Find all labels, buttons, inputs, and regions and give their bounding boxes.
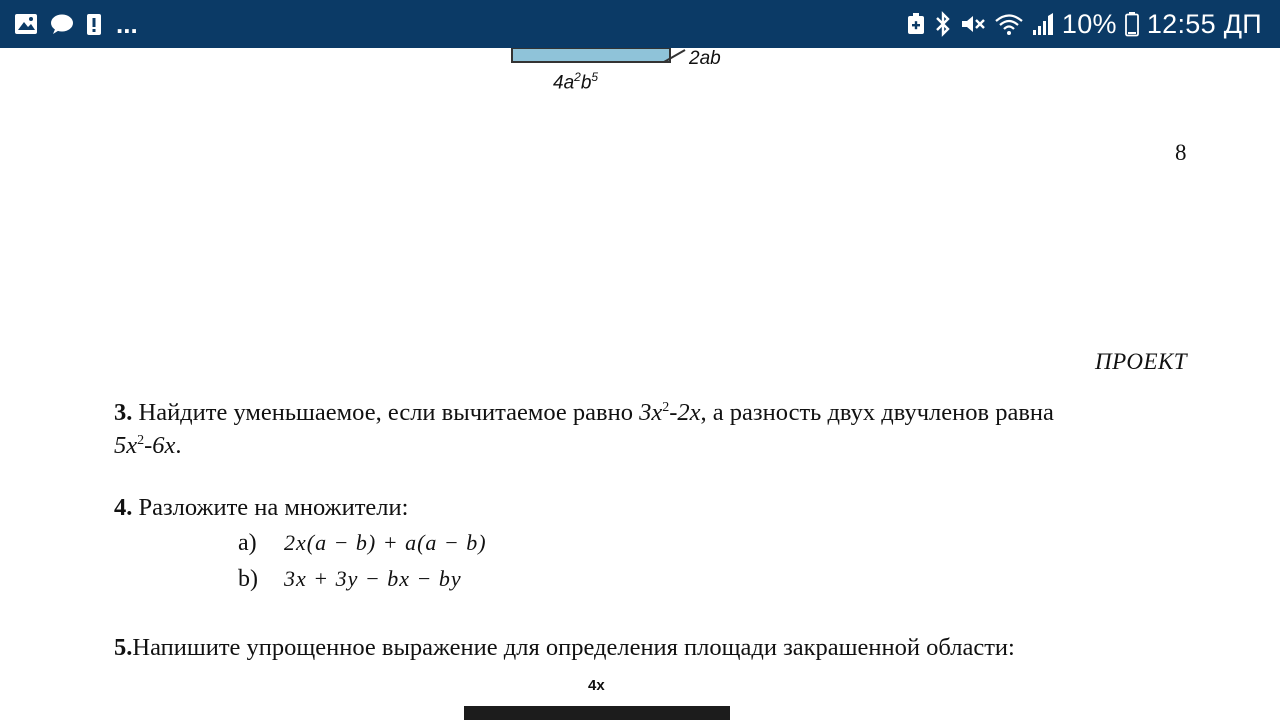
top-figure-bottom-label — [553, 70, 598, 94]
task-4-item-a-formula: 2x(a − b) + a(a − b) — [284, 530, 487, 555]
chat-icon — [50, 13, 74, 35]
bottom-label-base: 4a — [553, 72, 575, 94]
task-4-text: Разложите на множители: — [132, 494, 409, 521]
task-5-number: 5. — [114, 634, 133, 661]
battery-icon — [1125, 11, 1139, 37]
alert-icon — [86, 12, 102, 36]
bottom-figure-label: 4x — [588, 677, 605, 694]
task-4-item-b-letter: b) — [238, 566, 258, 592]
top-figure-shape — [500, 48, 700, 68]
bottom-label-exp1: 2 — [574, 70, 581, 84]
task-4-item-a-letter: a) — [238, 530, 257, 556]
task-3-expr-1-exp: 2 — [662, 400, 670, 415]
battery-percent: 10% — [1061, 9, 1117, 39]
project-stamp: ПРОЕКТ — [1095, 349, 1188, 374]
task-5-text: Напишите упрощенное выражение для определения площади закрашенной области: — [132, 634, 1015, 661]
task-3-expr-1-b: -2x — [669, 399, 701, 426]
task-3-number: 3. — [114, 399, 133, 426]
task-3 — [114, 396, 1204, 462]
wifi-icon — [994, 12, 1024, 36]
top-figure — [500, 48, 700, 73]
task-3-text-1: Найдите уменьшаемое, если вычитаемое равно — [132, 399, 640, 426]
status-bar-left — [14, 0, 138, 48]
image-icon — [14, 13, 38, 35]
bluetooth-icon — [934, 11, 952, 37]
task-3-expr-2-b: -6x — [144, 432, 176, 459]
signal-icon — [1032, 12, 1054, 36]
bottom-label-var: b — [580, 72, 592, 94]
task-4-item-b — [238, 566, 462, 593]
status-bar — [0, 0, 1280, 48]
top-figure-side-label: 2ab — [689, 48, 721, 69]
clock: 12:55 ДП — [1146, 9, 1262, 39]
task-3-expr-2-a: 5x — [114, 432, 138, 459]
task-3-expr-2-exp: 2 — [137, 433, 145, 448]
task-3-text-end: . — [175, 432, 182, 459]
task-5 — [114, 631, 1015, 664]
task-3-text-2: , а разность двух двучленов равна — [700, 399, 1054, 426]
page-number: 8 — [1175, 140, 1187, 165]
status-bar-right — [906, 0, 1262, 48]
document-view — [0, 48, 1280, 720]
mute-icon — [960, 12, 986, 36]
battery-saver-icon — [906, 12, 926, 36]
bottom-figure-shape — [464, 706, 730, 720]
task-3-expr-1-a: 3x — [639, 399, 663, 426]
bottom-label-exp2: 5 — [591, 70, 599, 84]
task-4-item-a — [238, 530, 487, 557]
task-4 — [114, 491, 408, 524]
task-4-item-b-formula: 3x + 3y − bx − by — [284, 566, 462, 591]
task-4-number: 4. — [114, 494, 133, 521]
overflow-indicator: ... — [116, 9, 138, 39]
